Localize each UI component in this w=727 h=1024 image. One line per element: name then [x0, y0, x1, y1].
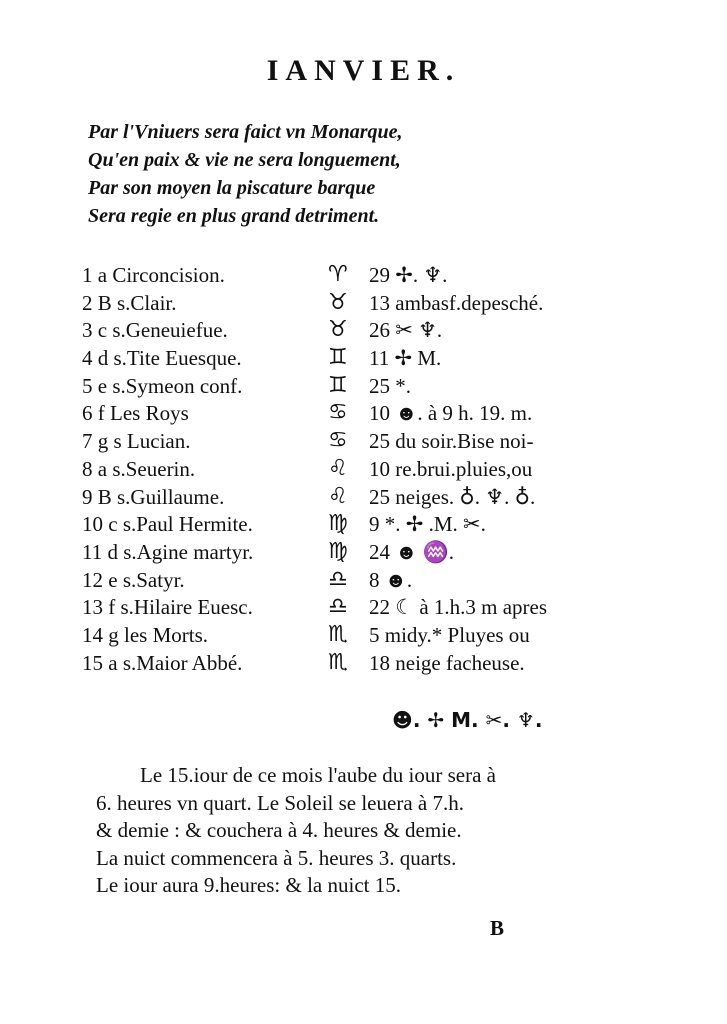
calendar-row: [82, 374, 642, 402]
day-entry: 1 a Circoncision.: [82, 263, 225, 287]
quatrain-line: Par son moyen la piscature barque: [88, 177, 376, 199]
calendar-row: [82, 651, 642, 679]
day-entry: 3 c s.Geneuiefue.: [82, 318, 228, 343]
astronomical-note: 11 ✢ M.: [369, 346, 442, 371]
paragraph-line: Le iour aura 9.heures: & la nuict 15.: [96, 873, 401, 898]
signature-mark: B: [490, 916, 505, 940]
day-entry: 13 f s.Hilaire Euesc.: [82, 595, 253, 620]
astronomical-note: 10 re.brui.pluies,ou: [369, 456, 533, 481]
zodiac-sign-icon: ♎: [328, 594, 348, 620]
zodiac-sign-icon: ♉: [328, 289, 348, 315]
day-entry: 12 e s.Satyr.: [82, 567, 185, 592]
astronomical-note: 25 *.: [369, 373, 411, 398]
calendar-row: [82, 263, 642, 291]
zodiac-sign-icon: ♍: [328, 538, 348, 564]
calendar-row: [82, 291, 642, 319]
daylight-paragraph: [96, 762, 636, 900]
calendar-row: [82, 540, 642, 568]
calendar-row: [82, 401, 642, 429]
day-entry: 5 e s.Symeon conf.: [82, 373, 243, 398]
zodiac-sign-icon: ♌: [328, 483, 348, 509]
quatrain-line: Qu'en paix & vie ne sera longuement,: [88, 149, 401, 171]
zodiac-sign-icon: ♌: [328, 455, 348, 481]
astronomical-note: 9 *. ✢ .M. ✂.: [369, 512, 486, 537]
zodiac-sign-icon: ♏: [328, 621, 348, 647]
astronomical-note: 18 neige facheuse.: [369, 650, 525, 675]
astronomical-note: 13 ambasf.depesché.: [369, 290, 544, 315]
day-entry: 2 B s.Clair.: [82, 290, 177, 315]
astronomical-note: 22 ☾ à 1.h.3 m apres: [369, 595, 548, 620]
day-entry: 6 f Les Roys: [82, 401, 189, 426]
astronomical-note: 8 ☻.: [369, 567, 413, 592]
calendar-row: [82, 346, 642, 374]
astronomical-note: 24 ☻ ♒.: [369, 539, 454, 564]
astronomical-note: 26 ✂ ♆.: [369, 318, 443, 343]
quatrain: [88, 118, 648, 230]
calendar-row: [82, 318, 642, 346]
paragraph-line: Le 15.iour de ce mois l'aube du iour sera à: [140, 763, 496, 787]
astronomical-symbols-line: ☻. ✢ M. ✂. ♆.: [392, 708, 543, 732]
calendar-row: [82, 457, 642, 485]
day-entry: 8 a s.Seuerin.: [82, 456, 196, 481]
paragraph-line: 6. heures vn quart. Le Soleil se leuera à 7.h.: [96, 790, 464, 815]
day-entry: 11 d s.Agine martyr.: [82, 539, 254, 564]
zodiac-sign-icon: ♋: [328, 428, 348, 454]
astronomical-note: 25 neiges. ♁. ♆. ♁.: [369, 484, 536, 509]
day-entry: 14 g les Morts.: [82, 622, 208, 647]
zodiac-sign-icon: ♋: [328, 400, 348, 426]
day-entry: 4 d s.Tite Euesque.: [82, 346, 242, 371]
page-title: IANVIER.: [266, 54, 461, 87]
calendar-row: [82, 485, 642, 513]
zodiac-sign-icon: ♈: [328, 262, 348, 287]
calendar-row: [82, 512, 642, 540]
calendar-row: [82, 623, 642, 651]
day-entry: 10 c s.Paul Hermite.: [82, 512, 253, 537]
paragraph-line: & demie : & couchera à 4. heures & demie.: [96, 818, 462, 843]
calendar-row: [82, 568, 642, 596]
day-entry: 15 a s.Maior Abbé.: [82, 650, 243, 675]
calendar-row: [82, 429, 642, 457]
zodiac-sign-icon: ♊: [328, 345, 348, 371]
astronomical-note: 25 du soir.Bise noi-: [369, 429, 534, 454]
zodiac-sign-icon: ♍: [328, 511, 348, 537]
day-entry: 7 g s Lucian.: [82, 429, 191, 454]
astronomical-note: 10 ☻. à 9 h. 19. m.: [369, 401, 533, 426]
zodiac-sign-icon: ♎: [328, 566, 348, 592]
day-entry: 9 B s.Guillaume.: [82, 484, 225, 509]
zodiac-sign-icon: ♏: [328, 649, 348, 675]
calendar-table: [82, 263, 642, 678]
astronomical-note: 29 ✢. ♆.: [369, 263, 448, 287]
quatrain-line: Par l'Vniuers sera faict vn Monarque,: [88, 121, 403, 143]
zodiac-sign-icon: ♊: [328, 372, 348, 398]
quatrain-line: Sera regie en plus grand detriment.: [88, 205, 380, 227]
zodiac-sign-icon: ♉: [328, 317, 348, 343]
paragraph-line: La nuict commencera à 5. heures 3. quarts.: [96, 845, 457, 870]
astronomical-note: 5 midy.* Pluyes ou: [369, 622, 530, 647]
calendar-row: [82, 595, 642, 623]
